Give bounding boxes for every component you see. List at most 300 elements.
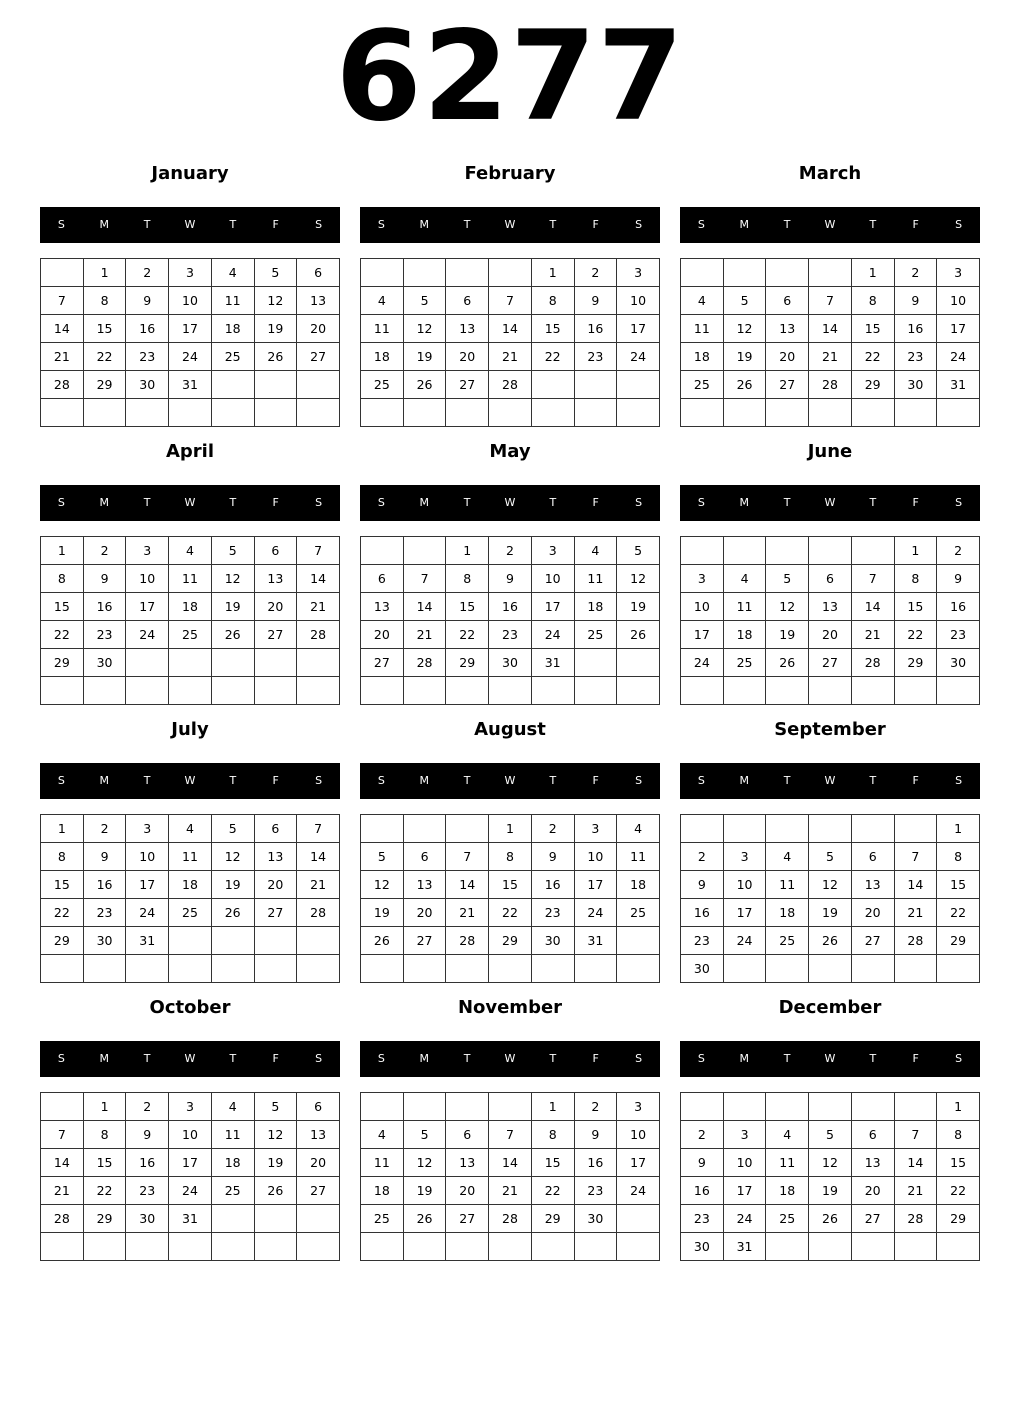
day-cell (254, 399, 297, 427)
weekday-label: M (99, 496, 110, 509)
day-cell: 29 (851, 371, 894, 399)
day-cell (297, 927, 340, 955)
week-row (361, 955, 660, 983)
week-row (361, 259, 660, 287)
day-cell: 25 (169, 621, 212, 649)
day-cell (851, 399, 894, 427)
week-row (361, 565, 660, 593)
day-cell (723, 815, 766, 843)
day-cell: 23 (574, 1177, 617, 1205)
day-cell: 15 (489, 871, 532, 899)
day-cell (126, 1233, 169, 1261)
day-cell: 2 (83, 537, 126, 565)
day-cell: 26 (403, 1205, 446, 1233)
day-cell: 13 (297, 287, 340, 315)
day-cell: 8 (41, 843, 84, 871)
day-cell: 28 (489, 371, 532, 399)
day-cell (809, 955, 852, 983)
day-cell: 10 (169, 287, 212, 315)
day-cell (254, 1233, 297, 1261)
day-cell: 25 (681, 371, 724, 399)
day-cell: 27 (809, 649, 852, 677)
day-cell: 29 (83, 371, 126, 399)
day-cell (681, 1093, 724, 1121)
day-cell: 19 (723, 343, 766, 371)
weekday-label: M (739, 1052, 750, 1065)
month-june (680, 437, 980, 715)
week-row (361, 1121, 660, 1149)
day-cell: 15 (41, 593, 84, 621)
day-cell: 1 (894, 537, 937, 565)
week-row (41, 315, 340, 343)
day-cell: 16 (126, 1149, 169, 1177)
day-cell: 16 (681, 1177, 724, 1205)
day-cell: 19 (403, 343, 446, 371)
weekday-label: S (377, 218, 385, 231)
day-cell: 24 (723, 1205, 766, 1233)
day-cell (531, 1233, 574, 1261)
week-row (41, 1177, 340, 1205)
day-grid (680, 814, 980, 983)
weekday-label: W (504, 774, 516, 787)
weekday-label: F (272, 774, 279, 787)
day-cell: 10 (169, 1121, 212, 1149)
day-cell: 4 (211, 1093, 254, 1121)
weekday-label: S (955, 1052, 963, 1065)
day-cell: 3 (126, 537, 169, 565)
day-cell: 8 (83, 1121, 126, 1149)
weekday-header (680, 1041, 980, 1077)
week-row (361, 593, 660, 621)
week-row (361, 399, 660, 427)
day-cell: 27 (851, 927, 894, 955)
day-cell (169, 1233, 212, 1261)
day-cell (297, 649, 340, 677)
day-cell (723, 259, 766, 287)
day-cell: 7 (41, 287, 84, 315)
weekday-label: T (783, 774, 791, 787)
day-cell: 9 (126, 1121, 169, 1149)
day-cell: 23 (681, 927, 724, 955)
weekday-label: F (912, 496, 919, 509)
week-row (361, 899, 660, 927)
day-cell (489, 1093, 532, 1121)
day-cell: 12 (211, 565, 254, 593)
day-cell (169, 399, 212, 427)
day-cell: 9 (937, 565, 980, 593)
weekday-label: S (697, 496, 705, 509)
day-cell: 1 (489, 815, 532, 843)
weekday-label: T (783, 218, 791, 231)
day-cell: 30 (489, 649, 532, 677)
day-cell: 26 (809, 927, 852, 955)
day-cell (126, 399, 169, 427)
day-cell: 26 (723, 371, 766, 399)
day-cell (723, 677, 766, 705)
week-row (361, 871, 660, 899)
month-march (680, 159, 980, 437)
day-cell: 8 (489, 843, 532, 871)
day-cell: 19 (254, 1149, 297, 1177)
day-cell: 17 (169, 315, 212, 343)
day-cell: 17 (169, 1149, 212, 1177)
weekday-label: S (315, 774, 323, 787)
day-cell: 8 (531, 287, 574, 315)
day-cell (403, 677, 446, 705)
day-cell: 15 (41, 871, 84, 899)
month-name: February (464, 163, 556, 184)
day-cell: 25 (723, 649, 766, 677)
day-cell (489, 677, 532, 705)
day-cell: 10 (723, 1149, 766, 1177)
day-cell: 23 (126, 1177, 169, 1205)
day-grid (40, 536, 340, 705)
day-cell: 15 (83, 1149, 126, 1177)
day-cell: 5 (809, 1121, 852, 1149)
day-cell (766, 1233, 809, 1261)
day-cell (617, 677, 660, 705)
day-cell: 1 (83, 259, 126, 287)
day-cell: 19 (254, 315, 297, 343)
day-cell: 20 (254, 871, 297, 899)
day-cell: 4 (766, 843, 809, 871)
weekday-label: F (912, 218, 919, 231)
month-name: September (774, 719, 886, 740)
day-cell: 5 (766, 565, 809, 593)
weekday-label: W (184, 1052, 196, 1065)
day-cell (211, 955, 254, 983)
day-cell: 23 (574, 343, 617, 371)
day-cell: 18 (169, 871, 212, 899)
day-cell (41, 677, 84, 705)
day-cell: 6 (254, 537, 297, 565)
weekday-label: S (57, 774, 65, 787)
day-cell: 5 (254, 259, 297, 287)
day-cell: 25 (617, 899, 660, 927)
weekday-label: M (99, 218, 110, 231)
day-cell: 5 (403, 1121, 446, 1149)
day-cell: 18 (169, 593, 212, 621)
week-row (41, 871, 340, 899)
weekday-label: T (783, 496, 791, 509)
day-cell: 3 (126, 815, 169, 843)
day-cell: 28 (894, 1205, 937, 1233)
day-cell: 21 (851, 621, 894, 649)
weekday-label: W (184, 496, 196, 509)
day-cell (531, 955, 574, 983)
day-cell: 5 (403, 287, 446, 315)
week-row (681, 1093, 980, 1121)
day-cell: 25 (574, 621, 617, 649)
day-cell (894, 677, 937, 705)
week-row (41, 1093, 340, 1121)
year-title: 6277 (335, 5, 685, 149)
day-cell (446, 1233, 489, 1261)
day-cell: 3 (617, 259, 660, 287)
day-cell: 15 (894, 593, 937, 621)
weekday-label: W (184, 218, 196, 231)
day-cell: 1 (446, 537, 489, 565)
day-cell: 3 (723, 843, 766, 871)
week-row (361, 537, 660, 565)
weekday-label: T (869, 1052, 877, 1065)
day-cell: 7 (446, 843, 489, 871)
day-cell: 17 (937, 315, 980, 343)
day-cell: 13 (254, 565, 297, 593)
weekday-label: W (824, 774, 836, 787)
week-row (681, 1121, 980, 1149)
day-cell: 13 (851, 871, 894, 899)
day-cell: 12 (254, 1121, 297, 1149)
week-row (361, 343, 660, 371)
day-cell (723, 1093, 766, 1121)
day-cell: 9 (489, 565, 532, 593)
day-cell: 20 (809, 621, 852, 649)
day-cell: 10 (531, 565, 574, 593)
day-cell: 25 (211, 1177, 254, 1205)
day-cell: 14 (894, 871, 937, 899)
day-cell: 6 (297, 1093, 340, 1121)
day-cell: 26 (254, 343, 297, 371)
weekday-label: S (955, 774, 963, 787)
week-row (361, 1205, 660, 1233)
day-cell: 24 (126, 899, 169, 927)
day-cell: 3 (169, 259, 212, 287)
day-grid (680, 536, 980, 705)
day-cell (297, 399, 340, 427)
day-cell: 6 (254, 815, 297, 843)
day-cell (446, 399, 489, 427)
day-cell: 19 (766, 621, 809, 649)
day-cell: 20 (851, 899, 894, 927)
day-cell: 28 (297, 899, 340, 927)
day-cell: 24 (126, 621, 169, 649)
day-cell: 26 (403, 371, 446, 399)
day-cell: 11 (169, 843, 212, 871)
weekday-label: S (57, 218, 65, 231)
week-row (41, 593, 340, 621)
week-row (361, 927, 660, 955)
day-cell: 6 (297, 259, 340, 287)
weekday-header (360, 1041, 660, 1077)
day-cell: 18 (617, 871, 660, 899)
day-cell: 10 (937, 287, 980, 315)
day-cell (617, 399, 660, 427)
day-cell: 13 (446, 1149, 489, 1177)
day-cell: 16 (937, 593, 980, 621)
weekday-label: M (99, 774, 110, 787)
day-cell: 18 (361, 1177, 404, 1205)
weekday-label: M (419, 774, 430, 787)
day-cell: 25 (766, 927, 809, 955)
day-cell: 28 (297, 621, 340, 649)
day-cell: 18 (574, 593, 617, 621)
day-cell (41, 955, 84, 983)
day-cell: 24 (531, 621, 574, 649)
day-cell (361, 815, 404, 843)
weekday-label: F (272, 218, 279, 231)
week-row (681, 1233, 980, 1261)
day-cell (937, 955, 980, 983)
week-row (361, 815, 660, 843)
day-cell (403, 259, 446, 287)
day-cell: 12 (211, 843, 254, 871)
day-cell: 8 (937, 843, 980, 871)
day-cell (574, 955, 617, 983)
day-cell: 16 (531, 871, 574, 899)
week-row (41, 343, 340, 371)
weekday-header (360, 485, 660, 521)
week-row (361, 1149, 660, 1177)
day-cell: 16 (83, 871, 126, 899)
day-cell: 17 (617, 315, 660, 343)
weekday-label: T (229, 1052, 237, 1065)
day-cell: 6 (361, 565, 404, 593)
weekday-label: M (739, 496, 750, 509)
day-cell (851, 677, 894, 705)
day-cell: 29 (937, 1205, 980, 1233)
day-cell: 29 (489, 927, 532, 955)
week-row (681, 1177, 980, 1205)
day-cell: 24 (617, 343, 660, 371)
day-cell: 11 (169, 565, 212, 593)
weekday-label: S (697, 1052, 705, 1065)
day-cell: 21 (446, 899, 489, 927)
day-cell: 14 (489, 315, 532, 343)
day-cell (617, 371, 660, 399)
day-cell: 31 (531, 649, 574, 677)
week-row (41, 843, 340, 871)
day-cell: 2 (681, 843, 724, 871)
month-name: November (457, 997, 563, 1018)
week-row (681, 343, 980, 371)
month-december (680, 993, 980, 1271)
day-cell (126, 649, 169, 677)
weekday-header (360, 763, 660, 799)
day-cell (531, 399, 574, 427)
weekday-header (40, 207, 340, 243)
month-april (40, 437, 340, 715)
day-cell (681, 399, 724, 427)
day-cell (361, 1093, 404, 1121)
day-cell (531, 371, 574, 399)
day-cell (809, 537, 852, 565)
day-cell: 10 (617, 1121, 660, 1149)
weekday-label: M (99, 1052, 110, 1065)
day-cell: 4 (617, 815, 660, 843)
day-grid (40, 258, 340, 427)
day-cell: 9 (681, 871, 724, 899)
weekday-label: W (824, 496, 836, 509)
day-cell: 6 (446, 287, 489, 315)
day-cell: 30 (681, 955, 724, 983)
weekday-label: S (635, 496, 643, 509)
weekday-header (680, 763, 980, 799)
week-row (361, 843, 660, 871)
day-cell (723, 399, 766, 427)
day-cell: 11 (723, 593, 766, 621)
day-cell: 27 (254, 899, 297, 927)
day-cell (297, 1205, 340, 1233)
day-cell: 15 (83, 315, 126, 343)
day-cell: 3 (531, 537, 574, 565)
day-cell: 8 (531, 1121, 574, 1149)
day-cell: 25 (766, 1205, 809, 1233)
day-cell (254, 677, 297, 705)
day-cell: 31 (169, 371, 212, 399)
day-cell (403, 815, 446, 843)
day-cell: 20 (403, 899, 446, 927)
day-cell: 28 (41, 371, 84, 399)
day-cell: 1 (531, 259, 574, 287)
day-cell: 12 (766, 593, 809, 621)
week-row (41, 1233, 340, 1261)
day-cell: 8 (894, 565, 937, 593)
day-cell (617, 927, 660, 955)
day-cell: 7 (894, 843, 937, 871)
day-cell: 4 (766, 1121, 809, 1149)
day-cell: 22 (851, 343, 894, 371)
day-cell: 29 (894, 649, 937, 677)
weekday-label: S (377, 496, 385, 509)
week-row (41, 259, 340, 287)
day-cell: 18 (361, 343, 404, 371)
day-cell (169, 955, 212, 983)
week-row (41, 399, 340, 427)
day-cell: 4 (169, 815, 212, 843)
day-cell: 29 (41, 927, 84, 955)
day-cell (723, 955, 766, 983)
day-cell: 16 (574, 1149, 617, 1177)
weekday-label: F (912, 774, 919, 787)
day-cell: 11 (361, 1149, 404, 1177)
weekday-label: S (955, 218, 963, 231)
day-cell: 19 (361, 899, 404, 927)
day-cell: 16 (489, 593, 532, 621)
week-row (41, 815, 340, 843)
weekday-label: T (229, 218, 237, 231)
day-cell: 27 (766, 371, 809, 399)
day-cell: 28 (851, 649, 894, 677)
day-cell: 30 (83, 649, 126, 677)
day-cell: 26 (211, 621, 254, 649)
day-cell: 3 (574, 815, 617, 843)
day-cell: 26 (254, 1177, 297, 1205)
day-cell: 27 (254, 621, 297, 649)
day-cell: 22 (41, 621, 84, 649)
month-name: March (798, 163, 862, 184)
day-cell: 9 (531, 843, 574, 871)
day-grid (680, 258, 980, 427)
day-cell: 24 (681, 649, 724, 677)
day-cell: 12 (403, 1149, 446, 1177)
day-cell: 17 (723, 899, 766, 927)
day-cell: 14 (41, 315, 84, 343)
day-cell: 16 (574, 315, 617, 343)
day-cell (809, 1093, 852, 1121)
weekday-label: T (549, 218, 557, 231)
day-cell (809, 677, 852, 705)
day-cell: 7 (489, 1121, 532, 1149)
weekday-label: T (229, 774, 237, 787)
day-cell (766, 955, 809, 983)
month-name: December (778, 997, 882, 1018)
day-cell: 15 (531, 1149, 574, 1177)
day-cell: 6 (851, 843, 894, 871)
day-cell: 24 (169, 343, 212, 371)
month-november (360, 993, 660, 1271)
day-cell: 7 (894, 1121, 937, 1149)
